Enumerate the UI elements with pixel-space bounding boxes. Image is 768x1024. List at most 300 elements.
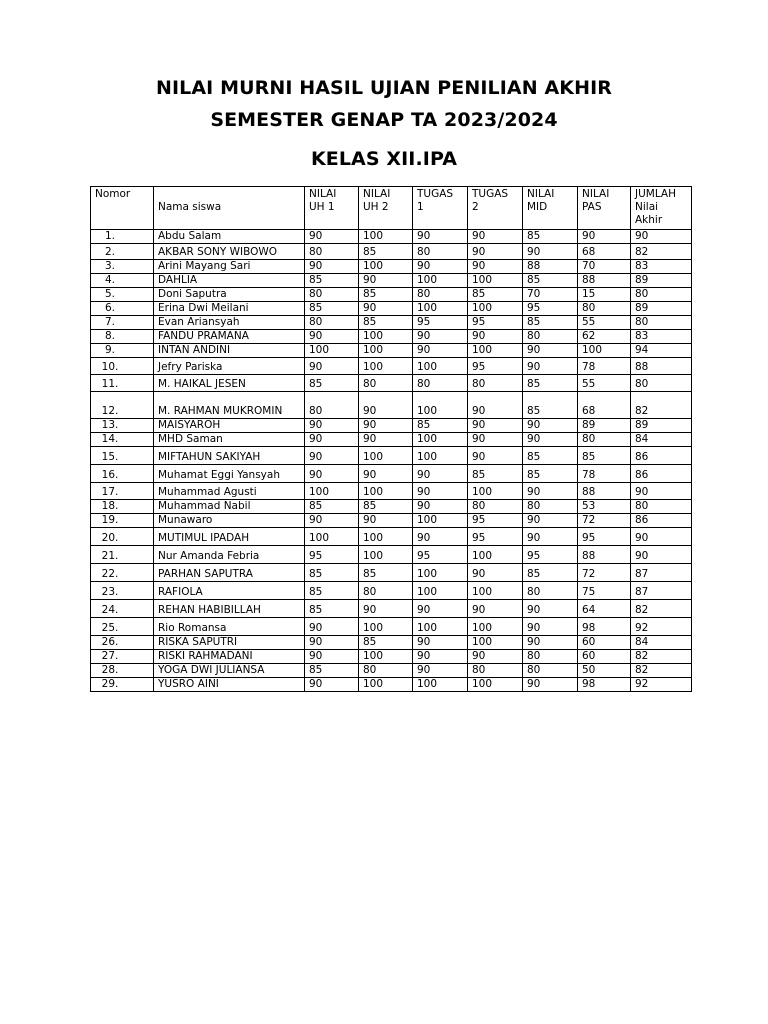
- tugas2: 100: [468, 618, 523, 636]
- nilai-uh1: 90: [305, 678, 359, 692]
- tugas1: 80: [413, 288, 468, 302]
- tugas2: 100: [468, 678, 523, 692]
- nilai-mid: 88: [523, 260, 578, 274]
- table-row: [91, 419, 692, 433]
- tugas2: 90: [468, 260, 523, 274]
- row-number: 27.: [91, 650, 154, 664]
- grades-table: [90, 186, 692, 692]
- row-number: 25.: [91, 618, 154, 636]
- tugas1: 90: [413, 260, 468, 274]
- jumlah-nilai-akhir: 90: [631, 230, 692, 244]
- student-name: FANDU PRAMANA: [154, 330, 305, 344]
- tugas2: 80: [468, 664, 523, 678]
- tugas2: 90: [468, 419, 523, 433]
- nilai-pas: 68: [578, 244, 631, 260]
- nilai-uh2: 100: [359, 618, 413, 636]
- nilai-pas: 98: [578, 618, 631, 636]
- nilai-uh2: 100: [359, 330, 413, 344]
- table-row: [91, 302, 692, 316]
- tugas1: 100: [413, 618, 468, 636]
- row-number: 3.: [91, 260, 154, 274]
- tugas2: 100: [468, 636, 523, 650]
- nilai-uh2: 90: [359, 514, 413, 528]
- nilai-mid: 95: [523, 302, 578, 316]
- nilai-mid: 85: [523, 447, 578, 465]
- nilai-mid: 85: [523, 230, 578, 244]
- nilai-uh1: 85: [305, 600, 359, 618]
- nilai-pas: 64: [578, 600, 631, 618]
- table-row: [91, 528, 692, 546]
- nilai-uh2: 90: [359, 274, 413, 288]
- tugas2: 90: [468, 330, 523, 344]
- row-number: 26.: [91, 636, 154, 650]
- table-row: [91, 582, 692, 600]
- nilai-pas: 60: [578, 636, 631, 650]
- nilai-mid: 90: [523, 433, 578, 447]
- nilai-uh1: 85: [305, 302, 359, 316]
- nilai-uh2: 100: [359, 447, 413, 465]
- table-row: [91, 678, 692, 692]
- nilai-pas: 55: [578, 316, 631, 330]
- jumlah-nilai-akhir: 87: [631, 582, 692, 600]
- header-jumlah-nilai-akhir: JUMLAH Nilai Akhir: [631, 187, 692, 230]
- nilai-mid: 85: [523, 375, 578, 392]
- table-row: [91, 244, 692, 260]
- student-name: M. RAHMAN MUKROMIN: [154, 392, 305, 419]
- nilai-uh1: 90: [305, 465, 359, 483]
- table-row: [91, 316, 692, 330]
- nilai-uh2: 100: [359, 358, 413, 375]
- tugas1: 100: [413, 582, 468, 600]
- nilai-mid: 85: [523, 316, 578, 330]
- tugas2: 100: [468, 344, 523, 358]
- nilai-uh1: 100: [305, 483, 359, 500]
- table-row: [91, 375, 692, 392]
- student-name: AKBAR SONY WIBOWO: [154, 244, 305, 260]
- nilai-mid: 90: [523, 483, 578, 500]
- tugas2: 95: [468, 358, 523, 375]
- jumlah-nilai-akhir: 90: [631, 546, 692, 564]
- row-number: 28.: [91, 664, 154, 678]
- nilai-pas: 88: [578, 483, 631, 500]
- jumlah-nilai-akhir: 88: [631, 358, 692, 375]
- table-row: [91, 330, 692, 344]
- nilai-uh2: 80: [359, 664, 413, 678]
- tugas1: 100: [413, 514, 468, 528]
- header-nilai-uh2: NILAI UH 2: [359, 187, 413, 230]
- student-name: Nur Amanda Febria: [154, 546, 305, 564]
- student-name: RISKA SAPUTRI: [154, 636, 305, 650]
- nilai-uh1: 90: [305, 419, 359, 433]
- jumlah-nilai-akhir: 84: [631, 433, 692, 447]
- row-number: 12.: [91, 392, 154, 419]
- student-name: Muhammad Nabil: [154, 500, 305, 514]
- tugas2: 100: [468, 546, 523, 564]
- table-row: [91, 358, 692, 375]
- header-nilai-pas: NILAI PAS: [578, 187, 631, 230]
- nilai-uh2: 90: [359, 419, 413, 433]
- nilai-mid: 90: [523, 419, 578, 433]
- nilai-mid: 80: [523, 500, 578, 514]
- jumlah-nilai-akhir: 89: [631, 274, 692, 288]
- row-number: 6.: [91, 302, 154, 316]
- table-row: [91, 392, 692, 419]
- jumlah-nilai-akhir: 82: [631, 650, 692, 664]
- jumlah-nilai-akhir: 92: [631, 618, 692, 636]
- table-row: [91, 447, 692, 465]
- nilai-mid: 90: [523, 344, 578, 358]
- tugas1: 100: [413, 392, 468, 419]
- table-row: [91, 546, 692, 564]
- nilai-mid: 85: [523, 465, 578, 483]
- table-row: [91, 650, 692, 664]
- nilai-uh1: 80: [305, 316, 359, 330]
- nilai-mid: 80: [523, 664, 578, 678]
- jumlah-nilai-akhir: 82: [631, 244, 692, 260]
- jumlah-nilai-akhir: 82: [631, 392, 692, 419]
- jumlah-nilai-akhir: 80: [631, 288, 692, 302]
- nilai-pas: 75: [578, 582, 631, 600]
- header-tugas1: TUGAS 1: [413, 187, 468, 230]
- row-number: 16.: [91, 465, 154, 483]
- row-number: 1.: [91, 230, 154, 244]
- nilai-uh2: 90: [359, 465, 413, 483]
- tugas2: 95: [468, 528, 523, 546]
- nilai-pas: 78: [578, 465, 631, 483]
- table-row: [91, 288, 692, 302]
- header-tugas2: TUGAS 2: [468, 187, 523, 230]
- table-row: [91, 600, 692, 618]
- student-name: MUTIMUL IPADAH: [154, 528, 305, 546]
- row-number: 23.: [91, 582, 154, 600]
- student-name: INTAN ANDINI: [154, 344, 305, 358]
- row-number: 14.: [91, 433, 154, 447]
- tugas1: 90: [413, 465, 468, 483]
- jumlah-nilai-akhir: 86: [631, 514, 692, 528]
- tugas1: 100: [413, 678, 468, 692]
- nilai-uh2: 100: [359, 483, 413, 500]
- row-number: 24.: [91, 600, 154, 618]
- nilai-pas: 70: [578, 260, 631, 274]
- nilai-uh2: 90: [359, 433, 413, 447]
- jumlah-nilai-akhir: 80: [631, 316, 692, 330]
- tugas2: 85: [468, 288, 523, 302]
- table-row: [91, 260, 692, 274]
- jumlah-nilai-akhir: 83: [631, 260, 692, 274]
- jumlah-nilai-akhir: 89: [631, 419, 692, 433]
- row-number: 18.: [91, 500, 154, 514]
- row-number: 29.: [91, 678, 154, 692]
- nilai-uh1: 90: [305, 260, 359, 274]
- nilai-pas: 68: [578, 392, 631, 419]
- jumlah-nilai-akhir: 82: [631, 664, 692, 678]
- tugas1: 90: [413, 483, 468, 500]
- tugas2: 90: [468, 392, 523, 419]
- nilai-uh1: 90: [305, 330, 359, 344]
- nilai-pas: 95: [578, 528, 631, 546]
- jumlah-nilai-akhir: 89: [631, 302, 692, 316]
- table-header: [91, 187, 692, 230]
- nilai-mid: 85: [523, 564, 578, 582]
- nilai-uh1: 90: [305, 650, 359, 664]
- tugas2: 100: [468, 274, 523, 288]
- nilai-pas: 62: [578, 330, 631, 344]
- table-row: [91, 500, 692, 514]
- tugas2: 100: [468, 302, 523, 316]
- jumlah-nilai-akhir: 86: [631, 465, 692, 483]
- nilai-uh1: 90: [305, 618, 359, 636]
- nilai-pas: 53: [578, 500, 631, 514]
- nilai-uh2: 100: [359, 528, 413, 546]
- row-number: 4.: [91, 274, 154, 288]
- document-title: NILAI MURNI HASIL UJIAN PENILIAN AKHIR: [156, 77, 612, 99]
- tugas1: 90: [413, 636, 468, 650]
- tugas2: 100: [468, 483, 523, 500]
- nilai-mid: 90: [523, 514, 578, 528]
- nilai-pas: 90: [578, 230, 631, 244]
- tugas1: 100: [413, 302, 468, 316]
- table-row: [91, 636, 692, 650]
- table-row: [91, 664, 692, 678]
- student-name: Munawaro: [154, 514, 305, 528]
- tugas2: 90: [468, 244, 523, 260]
- nilai-uh1: 80: [305, 244, 359, 260]
- tugas2: 90: [468, 433, 523, 447]
- tugas1: 90: [413, 344, 468, 358]
- nilai-mid: 90: [523, 678, 578, 692]
- tugas1: 100: [413, 564, 468, 582]
- tugas1: 100: [413, 358, 468, 375]
- nilai-pas: 78: [578, 358, 631, 375]
- jumlah-nilai-akhir: 90: [631, 483, 692, 500]
- jumlah-nilai-akhir: 83: [631, 330, 692, 344]
- nilai-uh2: 100: [359, 260, 413, 274]
- nilai-pas: 72: [578, 514, 631, 528]
- nilai-uh1: 90: [305, 358, 359, 375]
- jumlah-nilai-akhir: 87: [631, 564, 692, 582]
- nilai-uh2: 90: [359, 600, 413, 618]
- row-number: 13.: [91, 419, 154, 433]
- tugas1: 90: [413, 500, 468, 514]
- nilai-uh1: 85: [305, 664, 359, 678]
- jumlah-nilai-akhir: 92: [631, 678, 692, 692]
- student-name: REHAN HABIBILLAH: [154, 600, 305, 618]
- student-name: Muhammad Agusti: [154, 483, 305, 500]
- student-name: MHD Saman: [154, 433, 305, 447]
- student-name: Muhamat Eggi Yansyah: [154, 465, 305, 483]
- tugas2: 85: [468, 465, 523, 483]
- nilai-pas: 88: [578, 274, 631, 288]
- student-name: Evan Ariansyah: [154, 316, 305, 330]
- tugas2: 90: [468, 564, 523, 582]
- tugas1: 100: [413, 433, 468, 447]
- tugas1: 85: [413, 419, 468, 433]
- jumlah-nilai-akhir: 86: [631, 447, 692, 465]
- nilai-pas: 72: [578, 564, 631, 582]
- nilai-pas: 60: [578, 650, 631, 664]
- nilai-mid: 90: [523, 528, 578, 546]
- row-number: 5.: [91, 288, 154, 302]
- jumlah-nilai-akhir: 84: [631, 636, 692, 650]
- table-row: [91, 618, 692, 636]
- nilai-pas: 89: [578, 419, 631, 433]
- header-row: [91, 187, 692, 230]
- nilai-uh1: 80: [305, 288, 359, 302]
- nilai-uh1: 90: [305, 447, 359, 465]
- jumlah-nilai-akhir: 80: [631, 500, 692, 514]
- nilai-uh2: 80: [359, 375, 413, 392]
- student-name: MAISYAROH: [154, 419, 305, 433]
- row-number: 10.: [91, 358, 154, 375]
- jumlah-nilai-akhir: 82: [631, 600, 692, 618]
- nilai-uh2: 100: [359, 344, 413, 358]
- row-number: 19.: [91, 514, 154, 528]
- student-name: YOGA DWI JULIANSA: [154, 664, 305, 678]
- nilai-mid: 90: [523, 636, 578, 650]
- row-number: 2.: [91, 244, 154, 260]
- nilai-uh1: 80: [305, 392, 359, 419]
- header-nilai-mid: NILAI MID: [523, 187, 578, 230]
- student-name: Arini Mayang Sari: [154, 260, 305, 274]
- tugas2: 95: [468, 514, 523, 528]
- row-number: 17.: [91, 483, 154, 500]
- jumlah-nilai-akhir: 80: [631, 375, 692, 392]
- row-number: 9.: [91, 344, 154, 358]
- row-number: 22.: [91, 564, 154, 582]
- tugas1: 95: [413, 546, 468, 564]
- table-row: [91, 344, 692, 358]
- student-name: YUSRO AINI: [154, 678, 305, 692]
- tugas1: 95: [413, 316, 468, 330]
- nilai-uh1: 85: [305, 564, 359, 582]
- table-row: [91, 465, 692, 483]
- nilai-mid: 85: [523, 274, 578, 288]
- student-name: Doni Saputra: [154, 288, 305, 302]
- nilai-uh2: 100: [359, 230, 413, 244]
- tugas1: 90: [413, 330, 468, 344]
- header-nama-siswa: [154, 187, 305, 230]
- nilai-uh1: 90: [305, 636, 359, 650]
- nilai-uh1: 95: [305, 546, 359, 564]
- tugas1: 90: [413, 650, 468, 664]
- nilai-pas: 100: [578, 344, 631, 358]
- student-name: RISKI RAHMADANI: [154, 650, 305, 664]
- student-name: Abdu Salam: [154, 230, 305, 244]
- tugas2: 90: [468, 600, 523, 618]
- row-number: 8.: [91, 330, 154, 344]
- nilai-uh1: 90: [305, 514, 359, 528]
- student-name: RAFIOLA: [154, 582, 305, 600]
- class-title: KELAS XII.IPA: [310, 148, 458, 170]
- header-nomor: Nomor: [91, 187, 154, 230]
- nilai-uh1: 90: [305, 433, 359, 447]
- header-nama-label: Nama siswa: [158, 201, 222, 213]
- tugas2: 80: [468, 375, 523, 392]
- row-number: 15.: [91, 447, 154, 465]
- nilai-uh2: 90: [359, 392, 413, 419]
- nilai-uh2: 85: [359, 636, 413, 650]
- table-row: [91, 564, 692, 582]
- nilai-mid: 95: [523, 546, 578, 564]
- nilai-pas: 15: [578, 288, 631, 302]
- nilai-pas: 85: [578, 447, 631, 465]
- tugas1: 90: [413, 528, 468, 546]
- student-name: PARHAN SAPUTRA: [154, 564, 305, 582]
- student-name: DAHLIA: [154, 274, 305, 288]
- nilai-uh2: 100: [359, 546, 413, 564]
- nilai-pas: 80: [578, 433, 631, 447]
- tugas1: 100: [413, 274, 468, 288]
- nilai-mid: 80: [523, 330, 578, 344]
- nilai-pas: 55: [578, 375, 631, 392]
- student-name: M. HAIKAL JESEN: [154, 375, 305, 392]
- tugas1: 90: [413, 600, 468, 618]
- nilai-uh2: 100: [359, 650, 413, 664]
- nilai-uh2: 85: [359, 500, 413, 514]
- nilai-uh1: 90: [305, 230, 359, 244]
- nilai-uh2: 80: [359, 582, 413, 600]
- row-number: 20.: [91, 528, 154, 546]
- nilai-pas: 88: [578, 546, 631, 564]
- nilai-mid: 90: [523, 600, 578, 618]
- tugas2: 90: [468, 447, 523, 465]
- nilai-uh1: 85: [305, 500, 359, 514]
- nilai-mid: 80: [523, 582, 578, 600]
- nilai-uh2: 85: [359, 244, 413, 260]
- tugas1: 90: [413, 664, 468, 678]
- nilai-mid: 80: [523, 650, 578, 664]
- row-number: 11.: [91, 375, 154, 392]
- table-row: [91, 483, 692, 500]
- nilai-mid: 70: [523, 288, 578, 302]
- table-body: [91, 230, 692, 692]
- table-row: [91, 274, 692, 288]
- nilai-pas: 98: [578, 678, 631, 692]
- jumlah-nilai-akhir: 90: [631, 528, 692, 546]
- row-number: 7.: [91, 316, 154, 330]
- student-name: MIFTAHUN SAKIYAH: [154, 447, 305, 465]
- nilai-pas: 50: [578, 664, 631, 678]
- nilai-uh2: 100: [359, 678, 413, 692]
- tugas2: 90: [468, 650, 523, 664]
- nilai-uh1: 85: [305, 375, 359, 392]
- nilai-uh2: 85: [359, 316, 413, 330]
- student-name: Rio Romansa: [154, 618, 305, 636]
- table-row: [91, 230, 692, 244]
- tugas1: 80: [413, 244, 468, 260]
- nilai-mid: 90: [523, 244, 578, 260]
- tugas1: 90: [413, 230, 468, 244]
- nilai-uh1: 85: [305, 582, 359, 600]
- nilai-uh1: 100: [305, 344, 359, 358]
- student-name: Erina Dwi Meilani: [154, 302, 305, 316]
- nilai-uh2: 85: [359, 564, 413, 582]
- table-row: [91, 433, 692, 447]
- tugas2: 95: [468, 316, 523, 330]
- jumlah-nilai-akhir: 94: [631, 344, 692, 358]
- header-nilai-uh1: NILAI UH 1: [305, 187, 359, 230]
- tugas2: 80: [468, 500, 523, 514]
- nilai-mid: 90: [523, 618, 578, 636]
- nilai-pas: 80: [578, 302, 631, 316]
- nilai-mid: 85: [523, 392, 578, 419]
- tugas2: 90: [468, 230, 523, 244]
- document-subtitle: SEMESTER GENAP TA 2023/2024: [210, 109, 558, 131]
- nilai-mid: 90: [523, 358, 578, 375]
- nilai-uh2: 90: [359, 302, 413, 316]
- tugas1: 100: [413, 447, 468, 465]
- nilai-uh1: 100: [305, 528, 359, 546]
